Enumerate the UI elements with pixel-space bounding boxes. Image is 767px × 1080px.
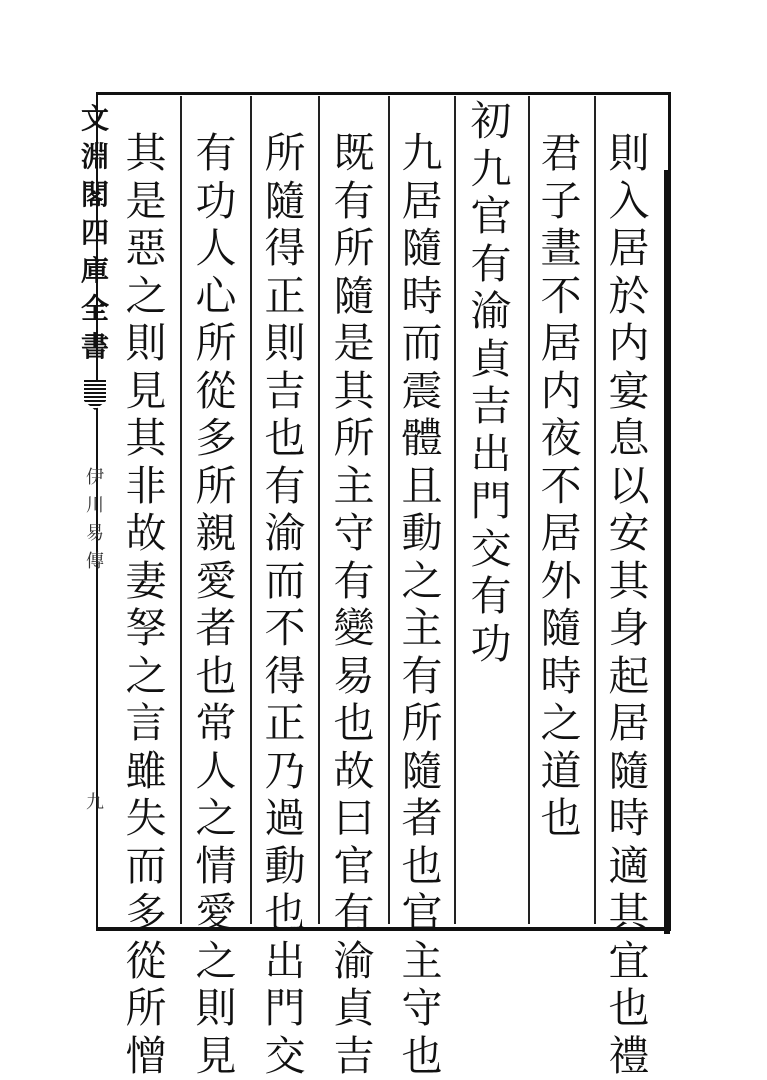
column-divider-2: [528, 96, 530, 924]
glyph: 所: [326, 415, 382, 463]
glyph: 則: [118, 320, 174, 368]
glyph: 内: [601, 320, 657, 368]
glyph: 妻: [118, 558, 174, 606]
column-divider-6: [250, 96, 252, 924]
glyph: 官: [463, 193, 519, 241]
glyph: 隨: [533, 605, 589, 653]
glyph: 居: [601, 225, 657, 273]
glyph: 也: [394, 843, 450, 891]
fish-tail-mark: [84, 380, 106, 410]
glyph: 隨: [601, 748, 657, 796]
glyph: 從: [118, 938, 174, 986]
glyph: 淵: [81, 138, 109, 176]
glyph: 以: [601, 463, 657, 511]
glyph: 九: [394, 130, 450, 178]
glyph: 禮: [601, 1033, 657, 1080]
glyph: 時: [601, 795, 657, 843]
glyph: 也: [533, 795, 589, 843]
glyph: 官: [394, 890, 450, 938]
text-column-2: [533, 130, 589, 843]
glyph: 庫: [81, 252, 109, 290]
glyph: 有: [326, 558, 382, 606]
glyph: 不: [257, 605, 313, 653]
glyph: 之: [188, 795, 244, 843]
glyph: 者: [188, 605, 244, 653]
text-column-4: [394, 130, 450, 1080]
glyph: 情: [188, 843, 244, 891]
glyph: 夜: [533, 415, 589, 463]
margin-column: [78, 100, 112, 814]
glyph: 渝: [463, 288, 519, 336]
glyph: 其: [601, 558, 657, 606]
glyph: 而: [394, 320, 450, 368]
glyph: 所: [257, 130, 313, 178]
glyph: 則: [601, 130, 657, 178]
glyph: 主: [394, 938, 450, 986]
glyph: 雖: [118, 748, 174, 796]
glyph: 乃: [257, 748, 313, 796]
glyph: 所: [326, 225, 382, 273]
glyph: 所: [118, 985, 174, 1033]
glyph: 故: [118, 510, 174, 558]
glyph: 震: [394, 368, 450, 416]
glyph: 吉: [326, 1033, 382, 1080]
glyph: 安: [601, 510, 657, 558]
glyph: 動: [394, 510, 450, 558]
glyph: 適: [601, 843, 657, 891]
glyph: 渝: [257, 510, 313, 558]
glyph: 出: [463, 431, 519, 479]
glyph: 且: [394, 463, 450, 511]
glyph: 閣: [81, 176, 109, 214]
glyph: 之: [533, 700, 589, 748]
glyph: 正: [257, 700, 313, 748]
glyph: 過: [257, 795, 313, 843]
glyph: 親: [188, 510, 244, 558]
glyph: 曰: [326, 795, 382, 843]
glyph: 得: [257, 225, 313, 273]
column-divider-5: [318, 96, 320, 924]
frame-right-thick-rule: [664, 170, 670, 934]
glyph: 貞: [463, 336, 519, 384]
glyph: 多: [118, 890, 174, 938]
text-column-5: [326, 130, 382, 1080]
glyph: 而: [257, 558, 313, 606]
glyph: 官: [326, 843, 382, 891]
glyph: 其: [118, 130, 174, 178]
glyph: 變: [326, 605, 382, 653]
glyph: 川: [86, 492, 104, 520]
glyph: 四: [81, 214, 109, 252]
glyph: 晝: [533, 225, 589, 273]
glyph: 也: [326, 700, 382, 748]
glyph: 則: [257, 320, 313, 368]
glyph: 門: [463, 478, 519, 526]
glyph: 而: [118, 843, 174, 891]
glyph: 有: [257, 463, 313, 511]
glyph: 從: [188, 368, 244, 416]
glyph: 隨: [326, 273, 382, 321]
glyph: 所: [188, 320, 244, 368]
glyph: 也: [601, 985, 657, 1033]
glyph: 正: [257, 273, 313, 321]
glyph: 也: [257, 890, 313, 938]
glyph: 交: [257, 1033, 313, 1080]
glyph: 功: [188, 178, 244, 226]
glyph: 之: [188, 938, 244, 986]
glyph: 子: [533, 178, 589, 226]
glyph: 憎: [118, 1033, 174, 1080]
glyph: 宜: [601, 938, 657, 986]
glyph: 動: [257, 843, 313, 891]
glyph: 其: [601, 890, 657, 938]
glyph: 於: [601, 273, 657, 321]
text-column-6: [257, 130, 313, 1080]
glyph: 渝: [326, 938, 382, 986]
glyph: 主: [394, 605, 450, 653]
glyph: 主: [326, 463, 382, 511]
glyph: 交: [463, 526, 519, 574]
glyph: 居: [533, 320, 589, 368]
glyph: 言: [118, 700, 174, 748]
glyph: 傳: [86, 548, 104, 576]
glyph: 惡: [118, 225, 174, 273]
glyph: 也: [188, 653, 244, 701]
glyph: 門: [257, 985, 313, 1033]
glyph: 非: [118, 463, 174, 511]
glyph: 孥: [118, 605, 174, 653]
glyph: 常: [188, 700, 244, 748]
glyph: 隨: [257, 178, 313, 226]
glyph: 有: [463, 573, 519, 621]
glyph: 其: [326, 368, 382, 416]
glyph: 所: [188, 463, 244, 511]
glyph: 有: [326, 178, 382, 226]
glyph: 是: [118, 178, 174, 226]
glyph: 也: [394, 1033, 450, 1080]
glyph: 内: [533, 368, 589, 416]
glyph: 隨: [394, 748, 450, 796]
glyph: 不: [533, 463, 589, 511]
glyph: 之: [118, 273, 174, 321]
glyph: 出: [257, 938, 313, 986]
column-divider-4: [388, 96, 390, 924]
glyph: 不: [533, 273, 589, 321]
glyph: 道: [533, 748, 589, 796]
glyph: 有: [463, 241, 519, 289]
margin-title: [81, 100, 109, 366]
glyph: 易: [86, 520, 104, 548]
glyph: 全: [81, 290, 109, 328]
glyph: 見: [118, 368, 174, 416]
glyph: 是: [326, 320, 382, 368]
glyph: 者: [394, 795, 450, 843]
glyph: 居: [394, 178, 450, 226]
glyph: 體: [394, 415, 450, 463]
glyph: 之: [118, 653, 174, 701]
glyph: 其: [118, 415, 174, 463]
margin-volume-title: [86, 464, 104, 576]
glyph: 則: [188, 985, 244, 1033]
glyph: 吉: [257, 368, 313, 416]
glyph: 伊: [86, 464, 104, 492]
text-column-7: [188, 130, 244, 1080]
glyph: 有: [394, 653, 450, 701]
glyph: 時: [394, 273, 450, 321]
glyph: 貞: [326, 985, 382, 1033]
glyph: 心: [188, 273, 244, 321]
glyph: 吉: [463, 383, 519, 431]
glyph: 初: [463, 98, 519, 146]
glyph: 入: [601, 178, 657, 226]
glyph: 之: [394, 558, 450, 606]
glyph: 外: [533, 558, 589, 606]
column-divider-1: [594, 96, 596, 924]
glyph: 見: [188, 1033, 244, 1080]
glyph: 九: [463, 146, 519, 194]
column-divider-7: [180, 96, 182, 924]
glyph: 人: [188, 748, 244, 796]
column-divider-3: [454, 96, 456, 924]
text-column-3: [463, 98, 519, 668]
glyph: 居: [601, 700, 657, 748]
glyph: 身: [601, 605, 657, 653]
glyph: 文: [81, 100, 109, 138]
glyph: 愛: [188, 558, 244, 606]
glyph: 失: [118, 795, 174, 843]
glyph: 愛: [188, 890, 244, 938]
margin-page-number: 九: [86, 788, 104, 814]
text-column-1: [601, 130, 657, 1080]
glyph: 守: [394, 985, 450, 1033]
glyph: 故: [326, 748, 382, 796]
glyph: 君: [533, 130, 589, 178]
glyph: 得: [257, 653, 313, 701]
glyph: 時: [533, 653, 589, 701]
text-column-8: [118, 130, 174, 1080]
glyph: 多: [188, 415, 244, 463]
glyph: 有: [326, 890, 382, 938]
glyph: 易: [326, 653, 382, 701]
glyph: 起: [601, 653, 657, 701]
glyph: 守: [326, 510, 382, 558]
glyph: 居: [533, 510, 589, 558]
glyph: 隨: [394, 225, 450, 273]
glyph: 宴: [601, 368, 657, 416]
glyph: 有: [188, 130, 244, 178]
glyph: 人: [188, 225, 244, 273]
glyph: 所: [394, 700, 450, 748]
glyph: 書: [81, 328, 109, 366]
glyph: 也: [257, 415, 313, 463]
glyph: 既: [326, 130, 382, 178]
glyph: 功: [463, 621, 519, 669]
glyph: 息: [601, 415, 657, 463]
